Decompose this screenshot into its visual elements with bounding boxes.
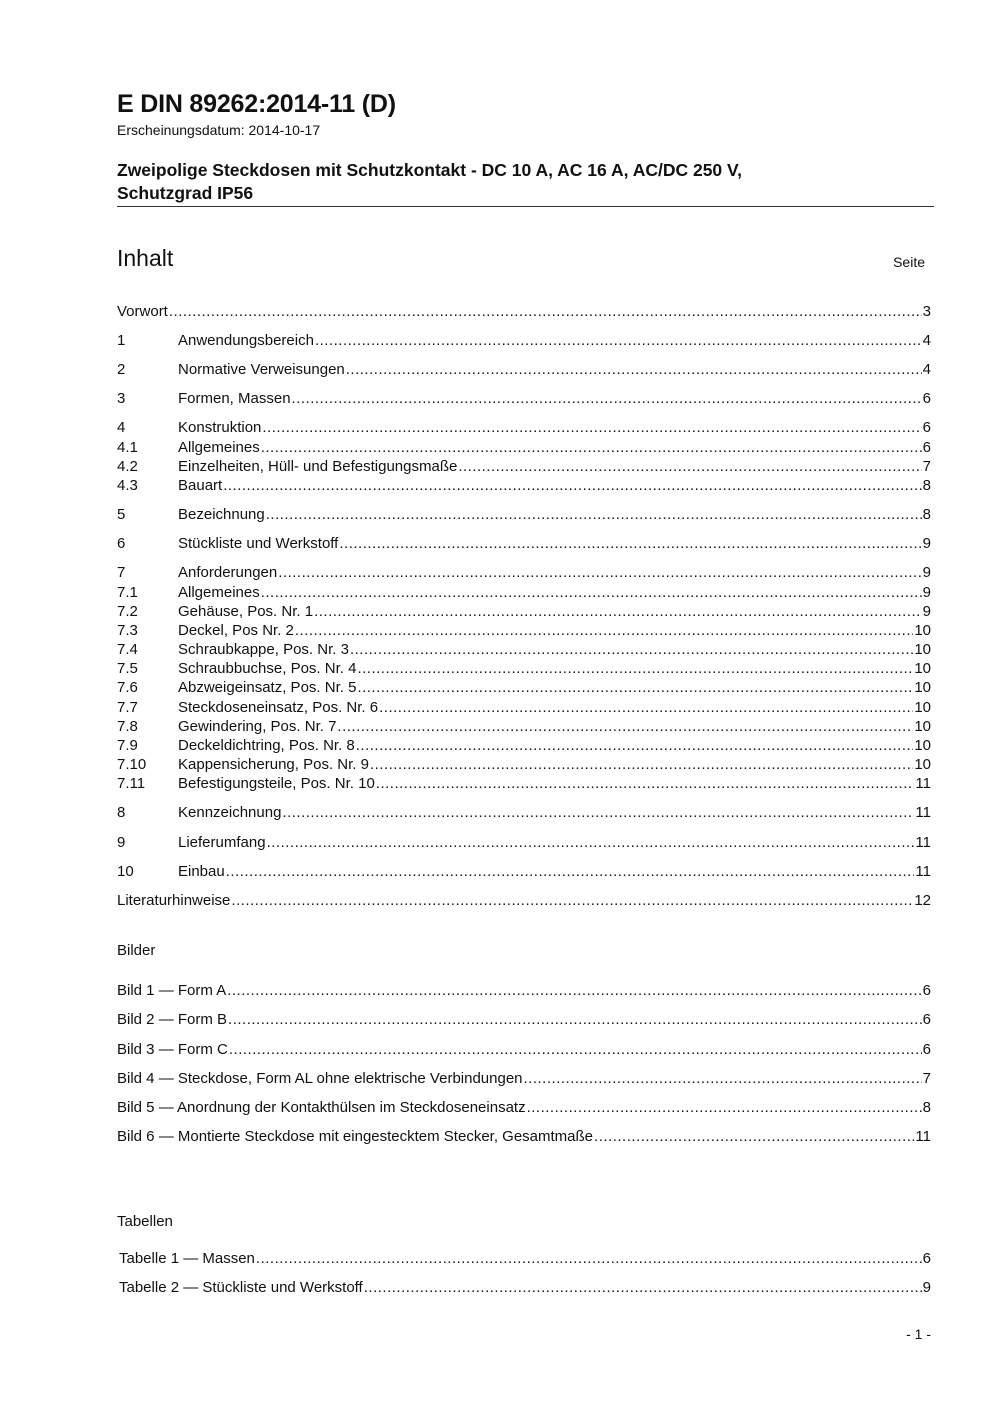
toc-entry[interactable]: [117, 774, 931, 793]
toc-entry-title: Bild 1 — Form A: [117, 982, 227, 999]
toc-entry[interactable]: [117, 698, 931, 717]
toc-entry-page: 4: [922, 332, 931, 349]
toc-entry-page: 10: [914, 699, 931, 716]
toc-entry-number: 4.3: [117, 477, 138, 494]
toc-entry-number: 7.6: [117, 679, 138, 696]
toc-entry-title: Schraubbuchse, Pos. Nr. 4: [178, 660, 357, 677]
toc-entry-number: 4.2: [117, 458, 138, 475]
toc-entry[interactable]: [117, 981, 931, 1000]
toc-dot-leader: [357, 678, 913, 697]
toc-entry-title: Normative Verweisungen: [178, 361, 345, 378]
toc-entry-title: Lieferumfang: [178, 834, 266, 851]
toc-entry-page: 12: [914, 892, 931, 909]
toc-entry-page: 6: [922, 390, 931, 407]
toc-entry-title: Bild 4 — Steckdose, Form AL ohne elektrische Verbindungen: [117, 1070, 523, 1087]
toc-entry-title: Bezeichnung: [178, 506, 265, 523]
toc-entry[interactable]: [117, 563, 931, 582]
toc-entry[interactable]: [117, 1098, 931, 1117]
toc-entry-page: 8: [922, 506, 931, 523]
toc-entry-title: Bild 3 — Form C: [117, 1041, 228, 1058]
toc-entry-page: 9: [922, 1279, 931, 1296]
toc-dot-leader: [337, 717, 913, 736]
toc-entry[interactable]: [117, 505, 931, 524]
toc-entry-title: Schraubkappe, Pos. Nr. 3: [178, 641, 349, 658]
toc-entry-title: Formen, Massen: [178, 390, 291, 407]
toc-entry-number: 7.9: [117, 737, 138, 754]
toc-dot-leader: [527, 1098, 922, 1117]
toc-entry[interactable]: [117, 736, 931, 755]
toc-entry-title: Bild 6 — Montierte Steckdose mit eingestecktem Stecker, Gesamtmaße: [117, 1128, 594, 1145]
toc-dot-leader: [231, 891, 913, 910]
toc-entry-title: Bild 2 — Form B: [117, 1011, 228, 1028]
toc-entry[interactable]: [117, 476, 931, 495]
toc-entry-title: Stückliste und Werkstoff: [178, 535, 339, 552]
toc-entry-title: Kappensicherung, Pos. Nr. 9: [178, 756, 369, 773]
toc-entry[interactable]: [117, 1010, 931, 1029]
toc-entry-title: Gewindering, Pos. Nr. 7: [178, 718, 337, 735]
toc-entry-number: 7.1: [117, 584, 138, 601]
toc-dot-leader: [267, 833, 915, 852]
toc-entry-title: Kennzeichnung: [178, 804, 282, 821]
toc-entry-page: 11: [915, 775, 931, 792]
toc-entry-title: Allgemeines: [178, 584, 260, 601]
toc-entry-number: 5: [117, 506, 126, 523]
toc-entry-page: 8: [922, 1099, 931, 1116]
toc-entry-page: 4: [922, 361, 931, 378]
toc-entry-page: 10: [914, 737, 931, 754]
toc-entry-title: Tabelle 2 — Stückliste und Werkstoff: [119, 1279, 363, 1296]
toc-entry[interactable]: [117, 640, 931, 659]
toc-dot-leader: [315, 331, 922, 350]
toc-entry-page: 9: [922, 535, 931, 552]
toc-entry-page: 9: [922, 603, 931, 620]
document-number: E DIN 89262:2014-11 (D): [117, 90, 396, 118]
toc-dot-leader: [376, 774, 915, 793]
toc-entry-number: 7.3: [117, 622, 138, 639]
toc-entry-number: 7: [117, 564, 126, 581]
toc-entry-title: Abzweigeinsatz, Pos. Nr. 5: [178, 679, 357, 696]
toc-entry[interactable]: [117, 1040, 931, 1059]
toc-entry[interactable]: [117, 1069, 931, 1088]
toc-dot-leader: [261, 438, 922, 457]
toc-dot-leader: [266, 505, 922, 524]
toc-entry-number: 10: [117, 863, 134, 880]
toc-entry-title: Anwendungsbereich: [178, 332, 314, 349]
toc-dot-leader: [356, 736, 914, 755]
toc-dot-leader: [379, 698, 913, 717]
toc-entry[interactable]: [117, 803, 931, 822]
toc-entry-title: Deckeldichtring, Pos. Nr. 8: [178, 737, 355, 754]
toc-dot-leader: [524, 1069, 922, 1088]
toc-entry-page: 10: [914, 660, 931, 677]
toc-dot-leader: [458, 457, 921, 476]
toc-entry[interactable]: [117, 534, 931, 553]
toc-entry-page: 6: [922, 1041, 931, 1058]
toc-entry-page: 11: [915, 863, 931, 880]
toc-entry[interactable]: [117, 659, 931, 678]
toc-dot-leader: [228, 1010, 922, 1029]
toc-entry[interactable]: [117, 602, 931, 621]
toc-entry[interactable]: [117, 833, 931, 852]
toc-entry-page: 6: [922, 1011, 931, 1028]
tables-heading: Tabellen: [117, 1213, 173, 1230]
toc-entry-number: 4.1: [117, 439, 138, 456]
toc-entry-number: 7.4: [117, 641, 138, 658]
toc-entry[interactable]: [117, 438, 931, 457]
toc-entry[interactable]: [117, 457, 931, 476]
toc-entry-number: 4: [117, 419, 126, 436]
toc-entry-page: 9: [922, 564, 931, 581]
toc-entry[interactable]: [119, 1249, 931, 1268]
title-divider: [117, 206, 934, 207]
toc-entry-number: 1: [117, 332, 126, 349]
toc-entry-page: 3: [922, 303, 931, 320]
toc-entry-title: Steckdoseneinsatz, Pos. Nr. 6: [178, 699, 379, 716]
toc-entry-title: Befestigungsteile, Pos. Nr. 10: [178, 775, 375, 792]
page-column-label: Seite: [893, 254, 925, 270]
toc-entry-title: Tabelle 1 — Massen: [119, 1250, 255, 1267]
toc-entry-page: 10: [914, 641, 931, 658]
toc-entry-number: 7.8: [117, 718, 138, 735]
toc-entry-page: 11: [915, 834, 931, 851]
document-title: [117, 159, 934, 205]
toc-entry-title: Anforderungen: [178, 564, 278, 581]
document-title-line-2: Schutzgrad IP56: [117, 183, 254, 203]
toc-entry-page: 10: [914, 679, 931, 696]
toc-entry[interactable]: [119, 1278, 931, 1297]
toc-entry[interactable]: [117, 360, 931, 379]
publication-date: Erscheinungsdatum: 2014-10-17: [117, 122, 321, 138]
toc-entry-title: Vorwort: [117, 303, 168, 320]
toc-entry-page: 11: [915, 804, 931, 821]
toc-dot-leader: [292, 389, 922, 408]
toc-entry[interactable]: [117, 862, 931, 881]
toc-entry-page: 7: [922, 1070, 931, 1087]
toc-dot-leader: [227, 981, 921, 1000]
toc-dot-leader: [282, 803, 914, 822]
toc-entry-title: Bauart: [178, 477, 223, 494]
toc-entry[interactable]: [117, 717, 931, 736]
toc-dot-leader: [357, 659, 913, 678]
toc-dot-leader: [226, 862, 915, 881]
toc-entry-page: 6: [922, 982, 931, 999]
toc-entry[interactable]: [117, 583, 931, 602]
toc-dot-leader: [261, 583, 922, 602]
toc-entry-title: Konstruktion: [178, 419, 262, 436]
toc-dot-leader: [314, 602, 922, 621]
toc-entry-number: 6: [117, 535, 126, 552]
figures-heading: Bilder: [117, 942, 156, 959]
toc-dot-leader: [350, 640, 913, 659]
toc-entry-number: 7.2: [117, 603, 138, 620]
toc-entry[interactable]: [117, 755, 931, 774]
toc-entry[interactable]: [117, 331, 931, 350]
toc-entry-page: 11: [915, 1128, 931, 1145]
toc-entry-page: 9: [922, 584, 931, 601]
toc-entry-number: 9: [117, 834, 126, 851]
toc-entry[interactable]: [117, 621, 931, 640]
toc-entry-number: 7.11: [117, 775, 146, 792]
toc-entry-title: Gehäuse, Pos. Nr. 1: [178, 603, 314, 620]
toc-dot-leader: [594, 1127, 914, 1146]
toc-entry-page: 6: [922, 419, 931, 436]
toc-dot-leader: [278, 563, 921, 582]
toc-entry-number: 7.5: [117, 660, 138, 677]
toc-dot-leader: [229, 1040, 922, 1059]
toc-dot-leader: [339, 534, 921, 553]
toc-entry-title: Literaturhinweise: [117, 892, 231, 909]
toc-entry-page: 7: [922, 458, 931, 475]
toc-entry-number: 7.7: [117, 699, 138, 716]
toc-entry[interactable]: [117, 1127, 931, 1146]
toc-entry-page: 6: [922, 1250, 931, 1267]
toc-entry-page: 10: [914, 756, 931, 773]
toc-entry-page: 8: [922, 477, 931, 494]
toc-dot-leader: [262, 418, 921, 437]
toc-entry-number: 7.10: [117, 756, 147, 773]
toc-entry-page: 10: [914, 718, 931, 735]
toc-dot-leader: [295, 621, 913, 640]
toc-entry[interactable]: [117, 302, 931, 321]
toc-entry[interactable]: [117, 678, 931, 697]
toc-entry-title: Allgemeines: [178, 439, 260, 456]
toc-entry-title: Deckel, Pos Nr. 2: [178, 622, 294, 639]
toc-dot-leader: [346, 360, 922, 379]
toc-entry-number: 3: [117, 390, 126, 407]
toc-entry-number: 2: [117, 361, 126, 378]
contents-heading: Inhalt: [117, 245, 174, 271]
toc-entry-number: 8: [117, 804, 126, 821]
toc-entry[interactable]: [117, 891, 931, 910]
toc-dot-leader: [370, 755, 913, 774]
document-title-line-1: Zweipolige Steckdosen mit Schutzkontakt - DC 10 A, AC 16 A, AC/DC 250 V,: [117, 160, 742, 180]
toc-entry-title: Bild 5 — Anordnung der Kontakthülsen im Steckdoseneinsatz: [117, 1099, 526, 1116]
toc-entry-page: 10: [914, 622, 931, 639]
toc-dot-leader: [223, 476, 921, 495]
toc-entry[interactable]: [117, 418, 931, 437]
toc-entry[interactable]: [117, 389, 931, 408]
toc-entry-title: Einzelheiten, Hüll- und Befestigungsmaße: [178, 458, 458, 475]
toc-entry-title: Einbau: [178, 863, 225, 880]
toc-dot-leader: [256, 1249, 922, 1268]
toc-dot-leader: [169, 302, 922, 321]
toc-entry-page: 6: [922, 439, 931, 456]
toc-dot-leader: [364, 1278, 922, 1297]
page-number: - 1 -: [906, 1326, 931, 1342]
